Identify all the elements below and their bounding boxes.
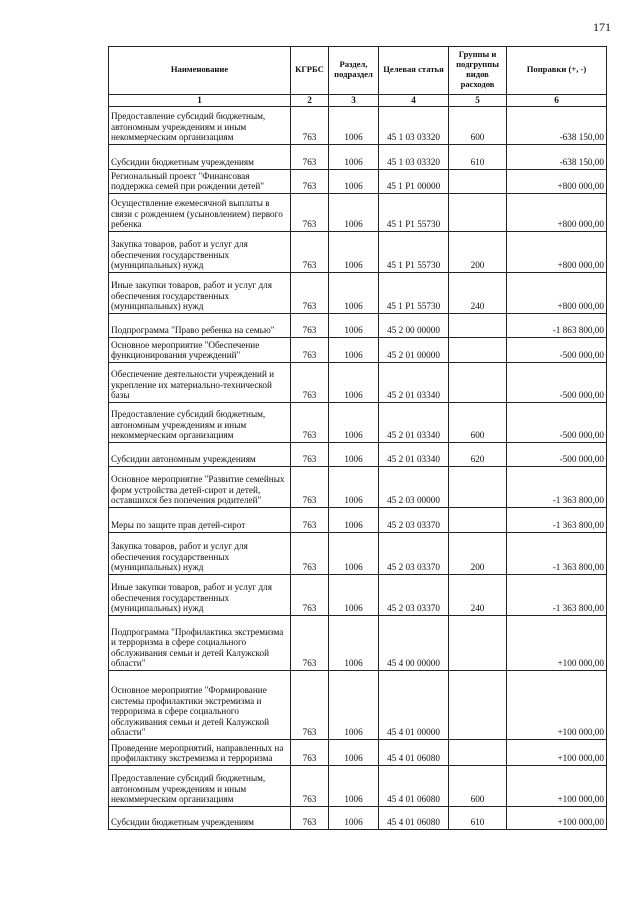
row-name: Обеспечение деятельности учреждений и укрепление их материально-технической базы bbox=[109, 363, 291, 403]
row-section: 1006 bbox=[329, 145, 379, 170]
header-amendments: Поправки (+, -) bbox=[507, 47, 607, 95]
row-section: 1006 bbox=[329, 403, 379, 443]
row-amount: -1 363 800,00 bbox=[507, 467, 607, 508]
row-section: 1006 bbox=[329, 766, 379, 807]
row-section: 1006 bbox=[329, 508, 379, 533]
row-amount: +100 000,00 bbox=[507, 671, 607, 740]
row-name: Субсидии бюджетным учреждениям bbox=[109, 145, 291, 170]
table-row bbox=[109, 107, 607, 145]
table-row bbox=[109, 740, 607, 766]
row-group: 200 bbox=[449, 533, 507, 575]
row-kgrbs: 763 bbox=[291, 740, 329, 766]
row-kgrbs: 763 bbox=[291, 363, 329, 403]
column-number: 3 bbox=[329, 95, 379, 107]
row-target: 45 2 01 03340 bbox=[379, 363, 449, 403]
row-target: 45 4 01 06080 bbox=[379, 740, 449, 766]
table-row bbox=[109, 467, 607, 508]
row-kgrbs: 763 bbox=[291, 443, 329, 467]
row-kgrbs: 763 bbox=[291, 533, 329, 575]
row-target: 45 1 03 03320 bbox=[379, 145, 449, 170]
row-amount: +800 000,00 bbox=[507, 273, 607, 314]
row-amount: -500 000,00 bbox=[507, 443, 607, 467]
row-kgrbs: 763 bbox=[291, 145, 329, 170]
row-section: 1006 bbox=[329, 232, 379, 273]
row-target: 45 2 01 03340 bbox=[379, 443, 449, 467]
row-name: Иные закупки товаров, работ и услуг для обеспечения государственных (муниципальных) нужд bbox=[109, 273, 291, 314]
row-group bbox=[449, 314, 507, 338]
row-name: Подпрограмма "Право ребенка на семью" bbox=[109, 314, 291, 338]
table-row bbox=[109, 443, 607, 467]
table-header-row bbox=[109, 47, 607, 95]
row-target: 45 2 00 00000 bbox=[379, 314, 449, 338]
row-target: 45 2 01 00000 bbox=[379, 338, 449, 363]
row-group: 240 bbox=[449, 273, 507, 314]
row-target: 45 4 00 00000 bbox=[379, 616, 449, 671]
row-name: Осуществление ежемесячной выплаты в связи с рождением (усыновлением) первого ребенка bbox=[109, 194, 291, 232]
row-group bbox=[449, 616, 507, 671]
header-name: Наименование bbox=[109, 47, 291, 95]
row-amount: +100 000,00 bbox=[507, 616, 607, 671]
row-target: 45 1 P1 55730 bbox=[379, 232, 449, 273]
row-name: Закупка товаров, работ и услуг для обеспечения государственных (муниципальных) нужд bbox=[109, 232, 291, 273]
row-group bbox=[449, 363, 507, 403]
header-groups: Группы и подгруппы видов расходов bbox=[449, 47, 507, 95]
row-target: 45 2 01 03340 bbox=[379, 403, 449, 443]
row-target: 45 4 01 06080 bbox=[379, 807, 449, 830]
row-group: 600 bbox=[449, 766, 507, 807]
table-row bbox=[109, 807, 607, 830]
table-row bbox=[109, 273, 607, 314]
table-row bbox=[109, 766, 607, 807]
row-kgrbs: 763 bbox=[291, 671, 329, 740]
row-target: 45 2 03 03370 bbox=[379, 575, 449, 616]
row-name: Меры по защите прав детей-сирот bbox=[109, 508, 291, 533]
header-section: Раздел, подраздел bbox=[329, 47, 379, 95]
row-target: 45 2 03 03370 bbox=[379, 508, 449, 533]
row-name: Предоставление субсидий бюджетным, автономным учреждениям и иным некоммерческим организациям bbox=[109, 766, 291, 807]
row-amount: -1 363 800,00 bbox=[507, 575, 607, 616]
row-section: 1006 bbox=[329, 807, 379, 830]
row-kgrbs: 763 bbox=[291, 232, 329, 273]
row-group bbox=[449, 671, 507, 740]
row-amount: +100 000,00 bbox=[507, 740, 607, 766]
row-kgrbs: 763 bbox=[291, 403, 329, 443]
row-amount: +800 000,00 bbox=[507, 194, 607, 232]
column-number-row bbox=[109, 95, 607, 107]
table-row bbox=[109, 145, 607, 170]
row-amount: -1 363 800,00 bbox=[507, 533, 607, 575]
column-number: 5 bbox=[449, 95, 507, 107]
table-row bbox=[109, 533, 607, 575]
budget-amendments-table bbox=[108, 46, 607, 830]
header-target: Целевая статья bbox=[379, 47, 449, 95]
row-group: 240 bbox=[449, 575, 507, 616]
row-kgrbs: 763 bbox=[291, 107, 329, 145]
row-section: 1006 bbox=[329, 575, 379, 616]
table-row bbox=[109, 616, 607, 671]
row-name: Субсидии бюджетным учреждениям bbox=[109, 807, 291, 830]
table-row bbox=[109, 314, 607, 338]
row-group: 620 bbox=[449, 443, 507, 467]
row-amount: -500 000,00 bbox=[507, 338, 607, 363]
row-section: 1006 bbox=[329, 363, 379, 403]
row-amount: -638 150,00 bbox=[507, 107, 607, 145]
table-row bbox=[109, 170, 607, 194]
row-name: Проведение мероприятий, направленных на профилактику экстремизма и терроризма bbox=[109, 740, 291, 766]
row-kgrbs: 763 bbox=[291, 273, 329, 314]
row-amount: +100 000,00 bbox=[507, 766, 607, 807]
row-section: 1006 bbox=[329, 170, 379, 194]
row-kgrbs: 763 bbox=[291, 807, 329, 830]
row-name: Основное мероприятие "Обеспечение функционирования учреждений" bbox=[109, 338, 291, 363]
row-amount: +100 000,00 bbox=[507, 807, 607, 830]
row-kgrbs: 763 bbox=[291, 616, 329, 671]
table-row bbox=[109, 363, 607, 403]
row-amount: -1 863 800,00 bbox=[507, 314, 607, 338]
row-section: 1006 bbox=[329, 273, 379, 314]
row-target: 45 1 P1 55730 bbox=[379, 194, 449, 232]
row-group: 600 bbox=[449, 107, 507, 145]
row-kgrbs: 763 bbox=[291, 338, 329, 363]
column-number: 6 bbox=[507, 95, 607, 107]
column-number: 4 bbox=[379, 95, 449, 107]
row-name: Основное мероприятие "Развитие семейных форм устройства детей-сирот и детей, оставшихся без попечения родителей" bbox=[109, 467, 291, 508]
row-amount: +800 000,00 bbox=[507, 232, 607, 273]
header-kgrbs: КГРБС bbox=[291, 47, 329, 95]
column-number: 2 bbox=[291, 95, 329, 107]
row-kgrbs: 763 bbox=[291, 508, 329, 533]
row-kgrbs: 763 bbox=[291, 467, 329, 508]
row-group: 610 bbox=[449, 807, 507, 830]
row-name: Основное мероприятие "Формирование системы профилактики экстремизма и терроризма в сфере социального обслуживания семьи и детей Калужской области" bbox=[109, 671, 291, 740]
row-section: 1006 bbox=[329, 314, 379, 338]
row-name: Закупка товаров, работ и услуг для обеспечения государственных (муниципальных) нужд bbox=[109, 533, 291, 575]
row-section: 1006 bbox=[329, 107, 379, 145]
row-section: 1006 bbox=[329, 194, 379, 232]
table-row bbox=[109, 403, 607, 443]
row-group bbox=[449, 508, 507, 533]
row-amount: -638 150,00 bbox=[507, 145, 607, 170]
row-amount: -500 000,00 bbox=[507, 403, 607, 443]
row-section: 1006 bbox=[329, 740, 379, 766]
row-name: Субсидии автономным учреждениям bbox=[109, 443, 291, 467]
row-target: 45 4 01 00000 bbox=[379, 671, 449, 740]
row-group bbox=[449, 338, 507, 363]
row-section: 1006 bbox=[329, 338, 379, 363]
row-kgrbs: 763 bbox=[291, 170, 329, 194]
row-group: 610 bbox=[449, 145, 507, 170]
row-section: 1006 bbox=[329, 616, 379, 671]
row-target: 45 4 01 06080 bbox=[379, 766, 449, 807]
table-row bbox=[109, 232, 607, 273]
row-target: 45 2 03 00000 bbox=[379, 467, 449, 508]
row-target: 45 2 03 03370 bbox=[379, 533, 449, 575]
row-group: 200 bbox=[449, 232, 507, 273]
row-section: 1006 bbox=[329, 671, 379, 740]
row-kgrbs: 763 bbox=[291, 575, 329, 616]
row-target: 45 1 P1 00000 bbox=[379, 170, 449, 194]
row-name: Предоставление субсидий бюджетным, автономным учреждениям и иным некоммерческим организациям bbox=[109, 107, 291, 145]
row-group bbox=[449, 467, 507, 508]
row-target: 45 1 03 03320 bbox=[379, 107, 449, 145]
table-row bbox=[109, 194, 607, 232]
row-section: 1006 bbox=[329, 467, 379, 508]
table-row bbox=[109, 508, 607, 533]
row-section: 1006 bbox=[329, 443, 379, 467]
table-row bbox=[109, 338, 607, 363]
row-target: 45 1 P1 55730 bbox=[379, 273, 449, 314]
row-kgrbs: 763 bbox=[291, 314, 329, 338]
row-amount: -500 000,00 bbox=[507, 363, 607, 403]
table-row bbox=[109, 575, 607, 616]
row-amount: +800 000,00 bbox=[507, 170, 607, 194]
row-amount: -1 363 800,00 bbox=[507, 508, 607, 533]
row-kgrbs: 763 bbox=[291, 194, 329, 232]
column-number: 1 bbox=[109, 95, 291, 107]
row-section: 1006 bbox=[329, 533, 379, 575]
table-row bbox=[109, 671, 607, 740]
row-name: Региональный проект "Финансовая поддержка семей при рождении детей" bbox=[109, 170, 291, 194]
row-group bbox=[449, 740, 507, 766]
row-kgrbs: 763 bbox=[291, 766, 329, 807]
row-name: Иные закупки товаров, работ и услуг для обеспечения государственных (муниципальных) нужд bbox=[109, 575, 291, 616]
page-number: 171 bbox=[593, 20, 611, 34]
row-name: Подпрограмма "Профилактика экстремизма и терроризма в сфере социального обслуживания семьи и детей Калужской области" bbox=[109, 616, 291, 671]
row-name: Предоставление субсидий бюджетным, автономным учреждениям и иным некоммерческим организациям bbox=[109, 403, 291, 443]
row-group bbox=[449, 170, 507, 194]
row-group: 600 bbox=[449, 403, 507, 443]
row-group bbox=[449, 194, 507, 232]
